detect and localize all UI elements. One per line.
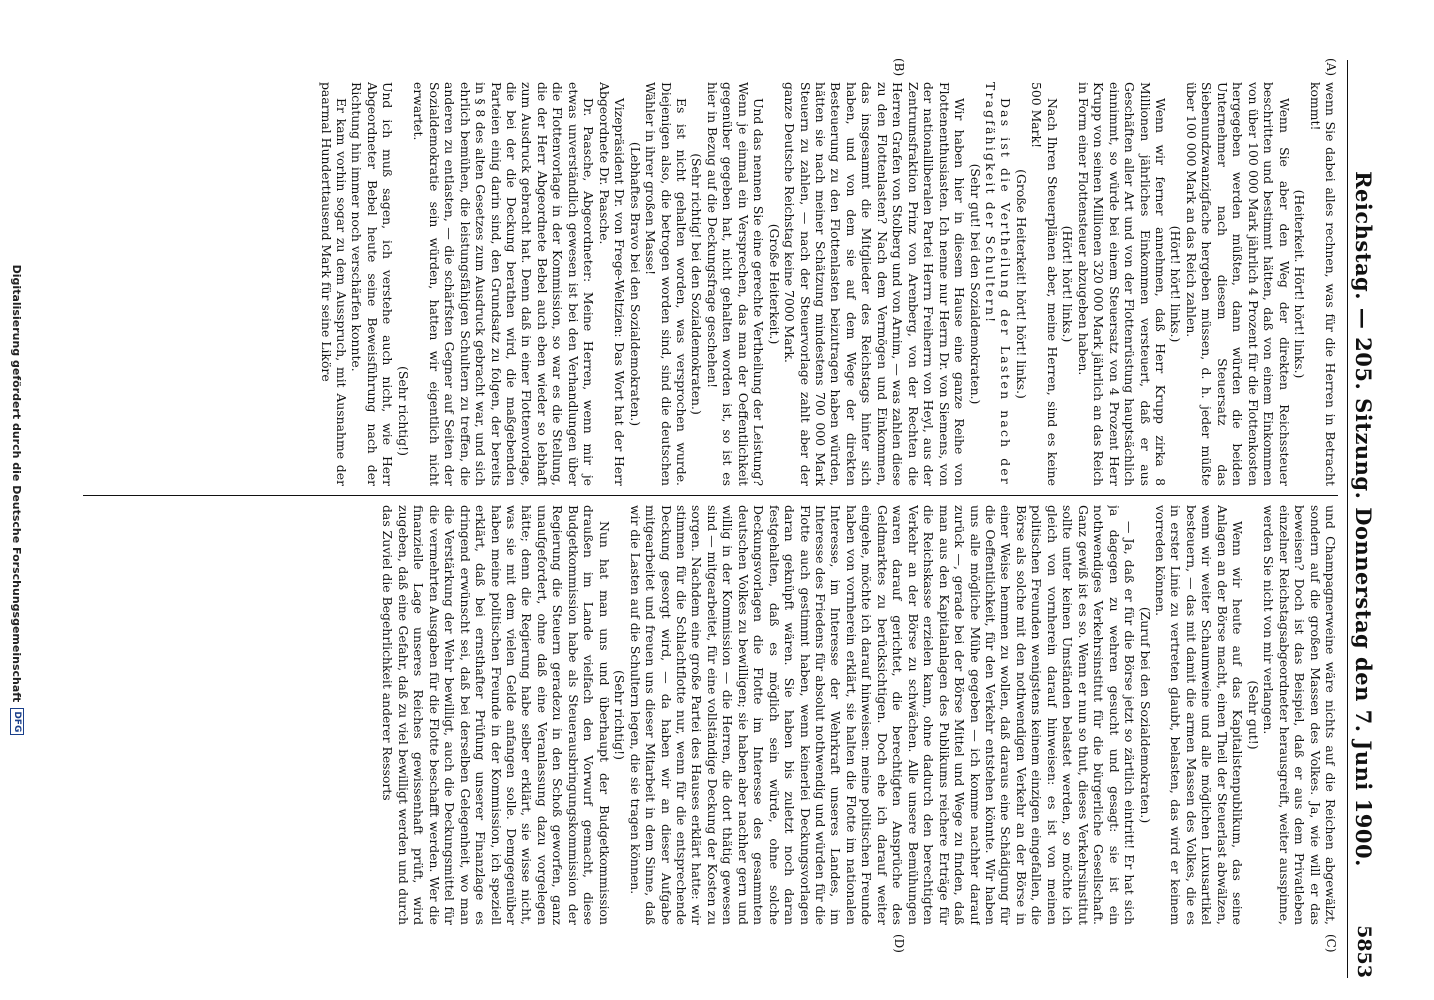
- header-title: Reichstag. — 205. Sitzung. Donnerstag den 7. Juni 1900.: [1351, 171, 1376, 867]
- paragraph: Dr. Paasche, Abgeordneter: Meine Herren, wenn mir je etwas unverständlich gewesen ist bei den Verhandlungen über die Flottenvorlage in der Kommission, so war es die Stellung, die der Herr Abgeordnete Bebel auch eben wieder so lebhaft zum Ausdruck gebracht hat. Denn daß in einer Flottenvorlage, die bei der die Deckung berathen wird, die maßgebenden Parteien einig darin sind, den Grundsatz zu folgen, der bereits in § 8 des alten Gesetzes zum Ausdruck gebracht war, und sich ehrlich bemühen, die leistungsfähigen Schultern zu treffen, die anderen zu entlasten, — die schärfsten Gegner auf Seiten der Sozialdemokratie sein würden, hatten wir eigentlich nicht erwartet.: [411, 82, 597, 486]
- reaction-note: (Sehr gut!): [1245, 680, 1261, 750]
- page-number: 5853: [1353, 925, 1375, 978]
- paragraph: Und das nennen Sie eine gerechte Vertheilung der Leistung? Wenn je einmal ein Versprechen, das man der Oeffentlichkeit gegenüber gegeben hat, nicht gehalten worden ist, so ist es hier in Bezug auf die Deckungsfrage geschehen!: [704, 82, 767, 486]
- paragraph: Wir haben hier in diesem Hause eine ganze Reihe von Flottenenthusiasten. Ich nenne nur Herrn Dr. von Siemens, von der nationalliberalen Partei Herrn Freiherrn von Heyl, aus der Zentrumsfraktion Prinz von Arenberg, von der Rechten die Herren Grafen von Stolberg und von Arnim, — was zahlen diese zu den Flottenlasten? Nach dem Vermögen und Einkommen, das insgesammt die Mitglieder des Reichstags hinter sich haben, und von dem sie auf dem Wege der direkten Besteuerung zu den Flottenlasten beizutragen haben würden, hätten sie nach meiner Schätzung mindestens 700 000 Mark Steuern zu zahlen, — nach der Steuervorlage zahlt aber der ganze Deutsche Reichstag keine 7000 Mark.: [782, 82, 968, 486]
- paragraph: Wenn wir heute auf das Kapitalistenpublikum, das seine Anlagen an der Börse macht, einen Theil der Steuerlast abwälzen, wenn wir weiter Schaumweine und alle möglichen Luxusartikel besteuern, — das mit damit die armen Massen des Volkes, die es in erster Linie zu vertreten glaubt, belasten, das wird er keinem vorreden können.: [1153, 505, 1246, 925]
- digitization-credit: [10, 0, 24, 1000]
- paragraph: Und ich muß sagen, ich verstehe auch nicht, wie Herr Abgeordneter Bebel heute seine Beweisführung nach der Richtung hin immer noch verschärfen konnte.: [349, 82, 396, 486]
- right-text-column: [83, 505, 1338, 925]
- paragraph: Wenn wir ferner annehmen, daß Herr Krupp zirka 8 Millionen jährliches Einkommen versteuert, daß er aus Geschäften aller Art und von der Flottenrüstung hauptsächlich einnimmt, so würde bei einem Steuersatz von 4 Prozent Herr Krupp von seinen Millionen 320 000 Mark jährlich an das Reich in Form einer Flottensteuer abzugeben haben.: [1075, 82, 1169, 486]
- left-text-column: [83, 82, 1338, 486]
- paragraph: Es ist nicht gehalten worden, was versprochen wurde. Diejenigen also, die betrogen worden sind, sind die deutschen Wähler in ihrer großen Masse!: [643, 82, 689, 486]
- paragraph: — Ja, daß er für die Börse jetzt so zärtlich eintritt! Er hat sich ja dagegen zu wehren gesucht und gesagt: sie ist ein nothwendiges Verkehrsinstitut für die bürgerliche Gesellschaft. Ganz gewiß ist es so. Wenn er nun so thut, dieses Verkehrsinstitut sollte unter keinen Umständen belastet werden, so möchte ich gleich von vornherein darauf hinweisen: es ist von meinen politischen Freunden wenigstens keinem einzigen eingefallen, die Börse als solche mit den nothwendigen Verkehr an der Börse in einer Weise hemmen zu wollen, daß daraus eine Schädigung für die Oeffentlichkeit, für den Verkehr entstehen könnte. Wir haben uns alle mögliche Mühe gegeben — ich komme nachher darauf zurück —, gerade bei der Börse Mittel und Wege zu finden, daß man aus den Kapitalanlagen des Publikums reichere Erträge für die Reichskasse erzielen kann, ohne dadurch den berechtigten Verkehr an der Börse zu schwächen. Alle unsere Bemühungen waren darauf gerichtet, die berechtigten Ansprüche des Geldmarktes zu berücksichtigen. Doch ehe ich darauf weiter eingehe, möchte ich darauf hinweisen: meine politischen Freunde haben von vornherein erklärt, sie halten die Flotte im nationalen Interesse, im Interesse der Wehrkraft unseres Landes, im Interesse des Friedens für absolut nothwendig und würden für die Flotte auch gestimmt haben, wenn keinerlei Deckungsvorlagen daran geknüpft wären. Sie haben bis zuletzt noch daran festgehalten, daß es möglich sein würde, ohne solche Deckungsvorlagen die Flotte im Interesse des gesammten deutschen Volkes zu bewilligen; sie haben aber nachher gern und willig in der Kommission — die Herren, die dort thätig gewesen sind — mitgearbeitet, für eine vollständige Deckung der Kosten zu sorgen. Nachdem eine große Partei des Hauses erklärt hatte: wir stimmen für die Schlachtflotte nur, wenn für die entsprechende Deckung gesorgt wird, — da haben wir an dieser Aufgabe mitgearbeitet und freuen uns dieser Mitarbeit in dem Sinne, daß wir die Lasten auf die Schultern legen, die sie tragen können.: [627, 505, 1138, 925]
- reaction-note: (Sehr richtig!): [395, 366, 411, 456]
- margin-mark-c: (C): [1324, 934, 1338, 953]
- reaction-note: (Große Heiterkeit.): [766, 223, 782, 345]
- reaction-note: (Sehr richtig!): [612, 670, 628, 760]
- credit-text: Digitalisierung gefördert durch die Deutsche Forschungsgemeinschaft: [10, 264, 24, 703]
- paragraph: Nach Ihren Steuerplänen aber, meine Herren, sind es keine 500 Mark!: [1029, 82, 1060, 486]
- reaction-note: (Sehr richtig! bei den Sozialdemokraten.): [689, 153, 705, 415]
- reaction-note: (Hört! hört! links.): [1060, 225, 1076, 343]
- paragraph: Vizepräsident Dr. von Frege-Weltzien: Das Wort hat der Herr Abgeordnete Dr. Paasche.: [596, 82, 628, 486]
- margin-mark-b: (B): [892, 58, 906, 77]
- paragraph: und Champagnerweine wäre nichts auf die Reichen abgewälzt, sondern auf die großen Massen des Volkes. Ja, wie will er das beweisen? Doch ist das Beispiel, daß er aus dem Privatleben einzelner Reichstagsabgeordneter herausgreift, weiter ausspinne, werden Sie nicht von mir verlangen.: [1261, 505, 1338, 925]
- reaction-note: (Sehr gut! bei den Sozialdemokraten.): [967, 163, 983, 405]
- column-divider: [83, 495, 1338, 496]
- reaction-note: (Lebhaftes Bravo bei den Sozialdemokraten.): [627, 141, 643, 427]
- dfg-logo: DFG: [10, 708, 24, 735]
- paragraph: wenn Sie dabei alles rechnen, was für die Herren in Betracht kommt!: [1307, 82, 1338, 486]
- reaction-note: (Zuruf bei den Sozialdemokraten.): [1137, 606, 1153, 824]
- margin-mark-d: (D): [892, 934, 906, 953]
- margin-mark-a: (A): [1324, 58, 1338, 77]
- paragraph: Er kam vorhin sogar zu dem Ausspruch, mit Ausnahme der paarmal Hunderttausend Mark für seine Liköre: [318, 82, 349, 486]
- reaction-note: (Hört! hört! links.): [1168, 225, 1184, 343]
- reaction-note: (Große Heiterkeit! hört! hört! links.): [1013, 169, 1029, 399]
- paragraph: Nun hat man uns und überhaupt der Budgetkommission draußen im Lande vielfach den Vorwurf gemacht, diese Budgetkommission habe als Steuerausbringungskommission der Regierung die Steuern geradezu in den Schoß geworfen, ganz unaufgefordert, ohne daß eine Veranlassung dazu vorgelegen hätte; denn die Regierung habe selber erklärt, sie wisse nicht, was sie mit dem vielen Gelde anfangen solle. Demgegenüber haben meine politischen Freunde in der Kommission, ich speziell erklärt, daß bei ernsthafter Prüfung unserer Finanzlage es dringend erwünscht sei, daß bei derselben Gelegenheit, wo man die Verstärkung der Wehr bewilligt, auch die Deckungsmittel für die vermehrten Ausgaben für die Flotte beschafft werden. Wer die finanzielle Lage unseres Reiches gewissenhaft prüft, wird zugeben, daß eine Gefahr, daß zu viel bewilligt werden und durch das Zuviel die Begehrlichkeit anderer Ressorts: [380, 505, 612, 925]
- paragraph: Wenn Sie aber den Weg der direkten Reichssteuer beschritten und bestimmt hätten, daß von einem Einkommen von über 100 000 Mark jährlich 4 Prozent für die Flottenkosten hergegeben werden müßten, dann würden die beiden Unternehmer nach diesem Steuersatz das Siebenundzwanzigfache hergeben müssen, d. h. jeder müßte über 100 000 Mark an das Reich zahlen.: [1183, 82, 1292, 486]
- page-header: [1347, 60, 1378, 978]
- paragraph: Das ist die Vertheilung der Lasten nach der Tragfähigkeit der Schultern!: [983, 82, 1014, 486]
- reaction-note: (Heiterkeit. Hört! hört! links.): [1292, 189, 1308, 379]
